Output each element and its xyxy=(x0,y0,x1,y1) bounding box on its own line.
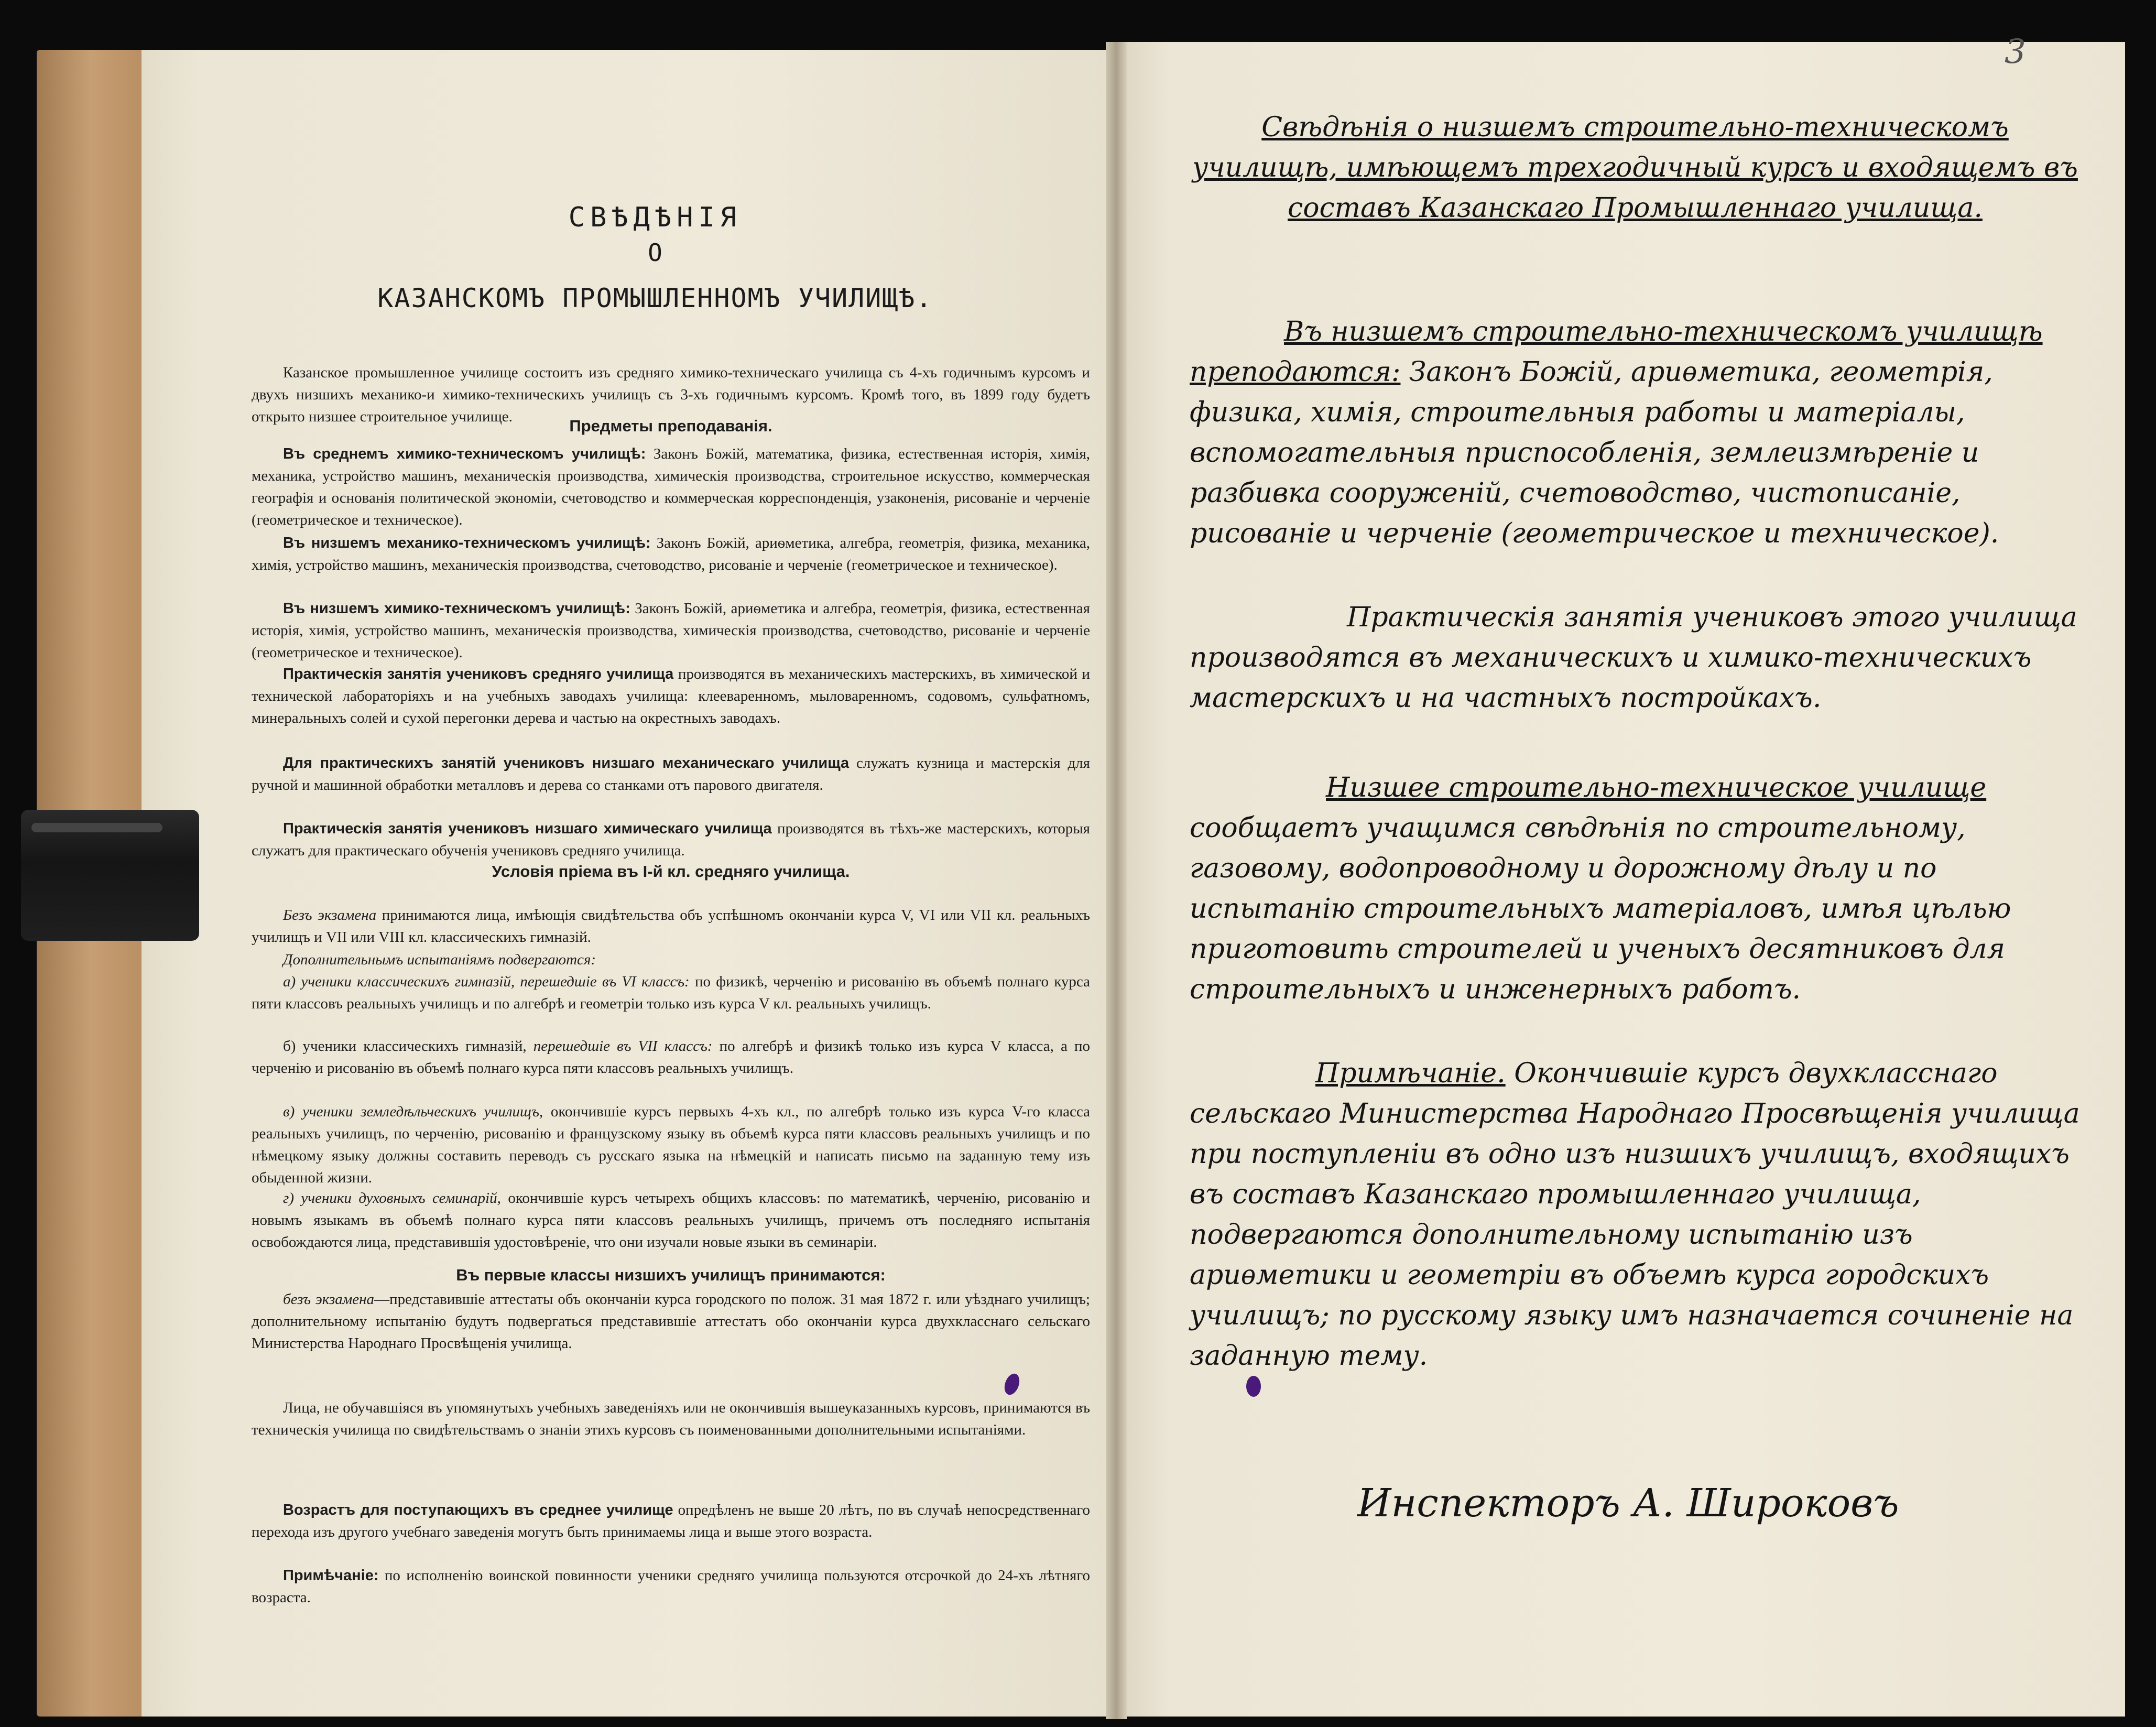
inspector-signature: Инспекторъ А. Широковъ xyxy=(1357,1481,1899,1526)
other-applicants: Лица, не обучавшіяся въ упомянутыхъ учебныхъ заведеніяхъ или не окончившія вышеуказанныхъ курсовъ, принимаются въ техническія училища по свидѣтельствамъ о знаніи этихъ курсовъ съ поименованными дополнительными испытаніями. xyxy=(252,1399,1090,1438)
subjects-middle-school-lead: Въ среднемъ химико-техническомъ училищѣ: xyxy=(283,446,646,462)
admission-heading: Условія пріема въ I-й кл. средняго училища. xyxy=(492,862,850,881)
practice-mechanical-text: служатъ кузница и мастерскія для ручной и машинной обработки металловъ и дерева со станками отъ парового двигателя. xyxy=(252,755,1090,794)
admission-item-b-mid: перешедшіе въ VII классъ: xyxy=(533,1038,713,1055)
admission-item-b-text: по алгебрѣ и физикѣ только изъ курса V класса, а по черченію и рисованію въ объемѣ полнаго курса пяти классовъ реальныхъ училищъ. xyxy=(252,1038,1091,1077)
handwritten-school-lead: Низшее строительно-техническое училище xyxy=(1326,772,1987,803)
admission-item-a xyxy=(252,971,1090,1015)
practice-mechanical xyxy=(252,752,1090,796)
handwritten-note xyxy=(1190,1053,2081,1376)
admission-item-a-text: по физикѣ, черченію и рисованію въ объемѣ полнаго курса пяти классовъ реальныхъ училищъ и по алгебрѣ и геометріи только изъ курса V кл. реальныхъ училищъ. xyxy=(252,973,1090,1012)
subjects-middle-school xyxy=(252,443,1090,531)
binder-clip-highlight xyxy=(31,823,162,832)
handwritten-school-text: сообщаетъ учащимся свѣдѣнія по строительному, газовому, водопроводному и дорожному дѣлу и по испытанію строительныхъ матеріаловъ, имѣя цѣлью приготовить строителей и ученыхъ десятниковъ для строительныхъ и инженерныхъ работъ. xyxy=(1190,812,2011,1005)
lower-schools-admission xyxy=(252,1288,1090,1354)
handwritten-subjects xyxy=(1190,312,2081,554)
lower-schools-heading: Въ первые классы низшихъ училищъ принимаются: xyxy=(456,1266,886,1284)
admission-item-v xyxy=(252,1101,1090,1189)
handwritten-note-text: Окончившіе курсъ двухкласснаго сельскаго Министерства Народнаго Просвѣщенія училища при поступленіи въ одно изъ низшихъ училищъ, входящихъ въ составъ Казанскаго промышленнаго училища, подвергаются дополнительному испытанію изъ ариѳметики и геометріи въ объемѣ курса городскихъ училищъ; по русскому языку имъ назначается сочиненіе на заданную тему. xyxy=(1190,1058,2080,1372)
age-limit-lead: Возрастъ для поступающихъ въ среднее училище xyxy=(283,1502,673,1518)
military-note-text: по исполненію воинской повинности ученики средняго училища пользуются отсрочкой до 24-хъ лѣтняго возраста. xyxy=(252,1567,1091,1606)
handwritten-school-info xyxy=(1190,768,2081,1010)
subjects-middle-school-text: Законъ Божій, математика, физика, естественная исторія, химія, механика, устройство машинъ, механическія производства, химическія производства, строительное искусство, коммерческая географія и основанія политической экономіи, счетоводство и коммерческая корреспонденція, узаконенія, рисованіе и черченіе (геометрическое и техническое). xyxy=(252,446,1090,528)
practice-middle-lead: Практическія занятія учениковъ средняго училища xyxy=(283,666,674,682)
admission-item-v-text: окончившіе курсъ первыхъ 4-хъ кл., по алгебрѣ только изъ курса V-го класса реальныхъ училищъ, по черченію, рисованію и французскому языку въ объемѣ курса пяти классовъ реальныхъ училищъ и по нѣмецкому языку должны составить переводъ съ русскаго языка на нѣмецкій и написать письмо на заданную тему изъ обыденной жизни. xyxy=(252,1103,1090,1186)
admission-item-a-lead: а) ученики классическихъ гимназій, перешедшіе въ VI классъ: xyxy=(283,973,690,990)
handwritten-title: Свѣдѣнія о низшемъ строительно-техническомъ училищѣ, имѣющемъ трехгодичный курсъ и входящемъ въ составъ Казанскаго Промышленнаго училища. xyxy=(1192,112,2078,224)
practice-chemical-text: производятся въ тѣхъ-же мастерскихъ, которыя служатъ для практическаго обученія учениковъ средняго училища. xyxy=(252,820,1091,859)
handwritten-practice: Практическія занятія учениковъ этого училища производятся въ механическихъ и химико-техническихъ мастерскихъ и на частныхъ постройкахъ. xyxy=(1190,602,2077,714)
practice-middle-text: производятся въ механическихъ мастерскихъ, въ химической и технической лабораторіяхъ и на учебныхъ заводахъ училища: клееваренномъ, мыловаренномъ, содовомъ, сульфатномъ, минеральныхъ солей и сухой перегонки дерева и частью на окрестныхъ заводахъ. xyxy=(252,666,1091,726)
admission-item-g-lead: г) ученики духовныхъ семинарій, xyxy=(283,1190,501,1207)
military-note xyxy=(252,1565,1090,1609)
handwritten-subjects-lead: Въ низшемъ строительно-техническомъ училищѣ преподаются: xyxy=(1190,316,2043,388)
practice-middle xyxy=(252,663,1090,729)
military-note-lead: Примѣчаніе: xyxy=(283,1567,379,1584)
admission-no-exam-lead: Безъ экзамена xyxy=(283,907,377,924)
admission-item-b-lead: б) ученики классическихъ гимназій, xyxy=(283,1038,527,1055)
subjects-mechanical-lead: Въ низшемъ механико-техническомъ училищѣ: xyxy=(283,535,651,551)
practice-chemical-lead: Практическія занятія учениковъ низшаго химическаго училища xyxy=(283,820,772,837)
age-limit-text: опредѣленъ не выше 20 лѣтъ, по въ случаѣ непосредственнаго перехода изъ другого учебнаго заведенія могутъ быть принимаемы лица и выше этого возраста. xyxy=(252,1502,1091,1540)
admission-no-exam-text: принимаются лица, имѣющія свидѣтельства объ успѣшномъ окончаніи курса V, VI или VII кл. реальныхъ училищъ и VII или VIII кл. классическихъ гимназій. xyxy=(252,907,1090,946)
admission-item-v-lead: в) ученики земледѣльческихъ училищъ, xyxy=(283,1103,543,1120)
admission-item-g xyxy=(252,1187,1090,1253)
admission-item-b xyxy=(252,1035,1090,1079)
age-limit xyxy=(252,1499,1090,1543)
lower-schools-lead: безъ экзамена xyxy=(283,1291,375,1308)
printed-title-o: О xyxy=(648,238,662,267)
subjects-chemical-text: Законъ Божій, ариѳметика и алгебра, геометрія, физика, естественная исторія, химія, устройство машинъ, механическія производства, химическія производства, счетоводство, рисованіе и черченіе (геометрическое и техническое). xyxy=(252,600,1090,661)
practice-mechanical-lead: Для практическихъ занятій учениковъ низшаго механическаго училища xyxy=(283,755,850,772)
additional-exams-label: Дополнительнымъ испытаніямъ подвергаются: xyxy=(283,951,596,968)
admission-item-g-text: окончившіе курсъ четырехъ общихъ классовъ: по математикѣ, черченію, рисованію и новымъ языкамъ въ объемѣ полнаго курса пяти классовъ реальныхъ училищъ, причемъ отъ последняго испытанія освобождаются лица, представившія удостовѣреніе, что они изучали новые языки въ семинаріи. xyxy=(252,1190,1091,1251)
subjects-heading: Предметы преподаванія. xyxy=(569,417,772,435)
handwritten-note-lead: Примѣчаніе. xyxy=(1315,1058,1506,1089)
admission-no-exam xyxy=(252,904,1090,948)
subjects-mechanical-text: Законъ Божій, ариѳметика, алгебра, геометрія, физика, механика, химія, устройство машинъ, механическія производства, счетоводство, рисованіе и черченіе (геометрическое и техническое). xyxy=(252,535,1091,573)
book-gutter xyxy=(1106,42,1127,1719)
subjects-chemical-lead: Въ низшемъ химико-техническомъ училищѣ: xyxy=(283,600,630,617)
printed-title: СВѢДѢНІЯ xyxy=(568,202,742,233)
practice-chemical xyxy=(252,818,1090,862)
intro-paragraph: Казанское промышленное училище состоитъ изъ средняго химико-техническаго училища съ 4-хъ годичнымъ курсомъ и двухъ низшихъ механико-и химико-техническихъ училищъ съ 3-хъ годичнымъ курсомъ. Кромѣ того, въ 1899 году будетъ открыто низшее строительное училище. xyxy=(252,364,1090,425)
handwritten-subjects-text: Законъ Божій, ариѳметика, геометрія, физика, химія, строительныя работы и матеріалы, вспомогательныя приспособленія, землеизмѣреніе и разбивка сооруженій, счетоводство, чистописаніе, рисованіе и черченіе (геометрическое и техническое). xyxy=(1190,356,1999,549)
page-number: 3 xyxy=(2005,32,2026,71)
ink-blot-right xyxy=(1246,1376,1261,1397)
subjects-chemical-school xyxy=(252,598,1090,664)
printed-subtitle: КАЗАНСКОМЪ ПРОМЫШЛЕННОМЪ УЧИЛИЩѢ. xyxy=(377,283,933,313)
lower-schools-text: —представившіе аттестаты объ окончаніи курса городского по полож. 31 мая 1872 г. или уѣзднаго училищъ; дополнительному испытанію будутъ подвергаться представившіе аттестатъ обо окончаніи курса двухкласснаго сельскаго Министерства Народнаго Просвѣщенія училища. xyxy=(252,1291,1090,1352)
subjects-mechanical-school xyxy=(252,532,1090,576)
